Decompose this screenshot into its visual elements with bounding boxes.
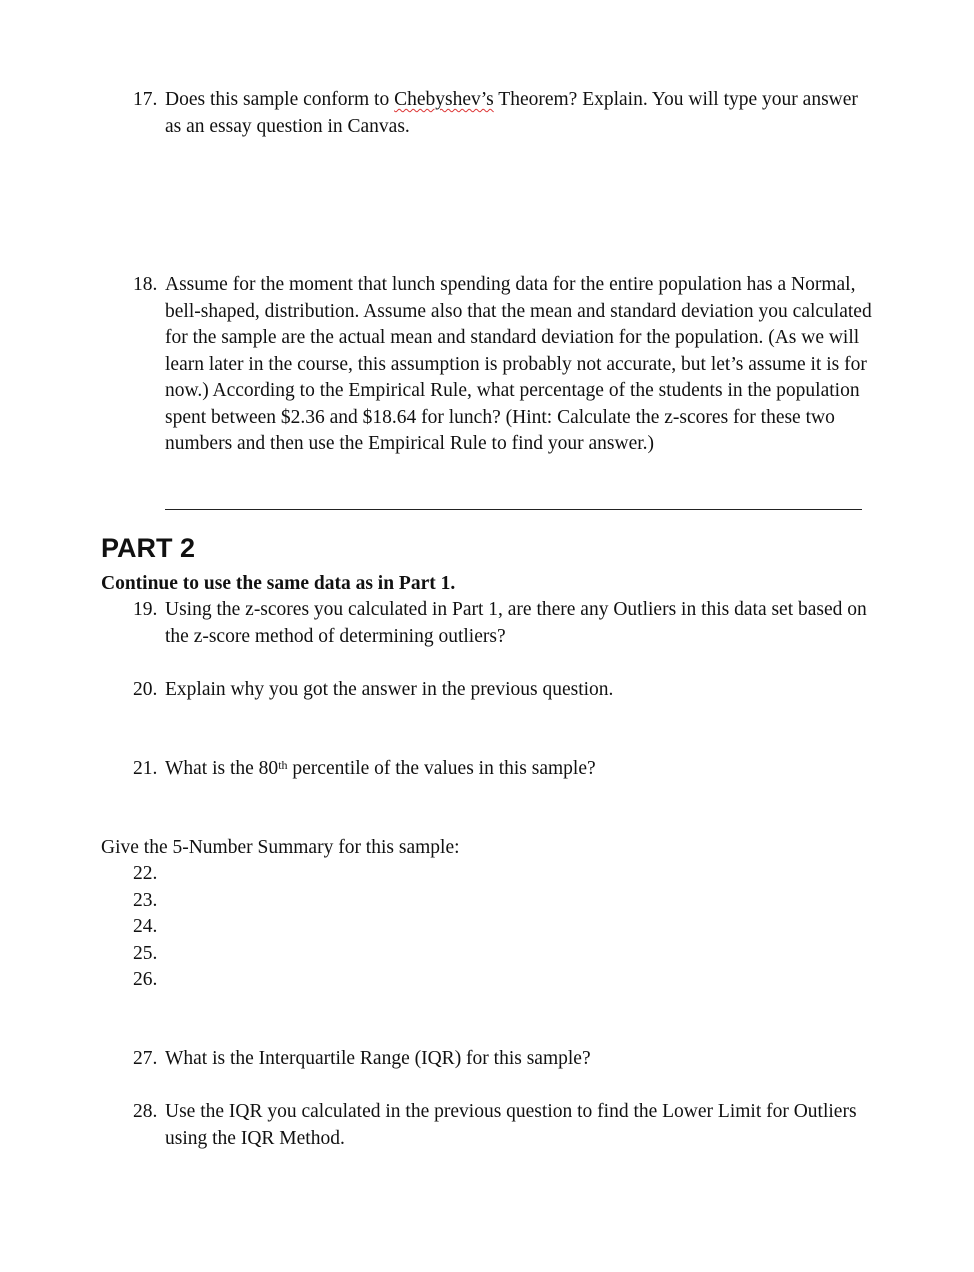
summary-item: 24. bbox=[133, 916, 158, 937]
question-text-part: Theorem? Explain. You will type your answer as an essay question in Canvas. bbox=[165, 89, 858, 137]
question-text bbox=[165, 87, 873, 140]
question-text: What is the Interquartile Range (IQR) for this sample? bbox=[165, 1048, 591, 1069]
question-27 bbox=[133, 1046, 873, 1073]
summary-item: 25. bbox=[133, 942, 158, 964]
question-21 bbox=[133, 756, 873, 783]
question-text-part: percentile of the values in this sample? bbox=[287, 758, 596, 779]
summary-item: 22. bbox=[133, 863, 158, 884]
summary-item: 26. bbox=[133, 969, 158, 990]
question-number: 27. bbox=[133, 1048, 158, 1069]
question-text: Explain why you got the answer in the previous question. bbox=[165, 679, 614, 700]
question-number: 28. bbox=[133, 1101, 158, 1122]
question-28 bbox=[133, 1099, 873, 1152]
answer-line bbox=[165, 509, 862, 510]
question-number: 20. bbox=[133, 679, 158, 700]
question-text: Assume for the moment that lunch spending data for the entire population has a Normal, bell-shaped, distribution. Assume also that the mean and standard deviation you calculated for the sample are the actual mean and standard deviation for the population. (As we will learn later in the course, this assumption is probably not accurate, but let’s assume it is for now.) According to the Empirical Rule, what percentage of the students in the population spent between $2.36 and $18.64 for lunch? (Hint: Calculate the z-scores for these two numbers and then use the Empirical Rule to find your answer.) bbox=[165, 274, 872, 454]
ordinal-suffix: th bbox=[278, 758, 288, 772]
question-text-part: What is the 80 bbox=[165, 758, 279, 779]
question-number: 19. bbox=[133, 599, 158, 620]
question-18 bbox=[133, 272, 873, 458]
question-number: 21. bbox=[133, 758, 158, 779]
question-text: Using the z-scores you calculated in Part 1, are there any Outliers in this data set based on the z-score method of determining outliers? bbox=[165, 599, 867, 647]
question-text bbox=[165, 756, 873, 783]
five-number-summary-label: Give the 5-Number Summary for this sample: bbox=[101, 837, 460, 858]
question-number: 17. bbox=[133, 89, 158, 110]
question-20 bbox=[133, 677, 873, 704]
question-number: 18. bbox=[133, 274, 158, 295]
question-text-part: Does this sample conform to bbox=[165, 89, 395, 110]
five-number-summary-list bbox=[133, 861, 157, 994]
question-19 bbox=[133, 597, 873, 650]
summary-item: 23. bbox=[133, 889, 158, 911]
part-2-instruction: Continue to use the same data as in Part 1. bbox=[101, 573, 456, 594]
question-17 bbox=[133, 87, 873, 140]
spellcheck-flagged-word[interactable]: Chebyshev’s bbox=[394, 89, 494, 110]
part-2-heading: PART 2 bbox=[101, 533, 196, 563]
question-text: Use the IQR you calculated in the previous question to find the Lower Limit for Outliers using the IQR Method. bbox=[165, 1101, 857, 1149]
